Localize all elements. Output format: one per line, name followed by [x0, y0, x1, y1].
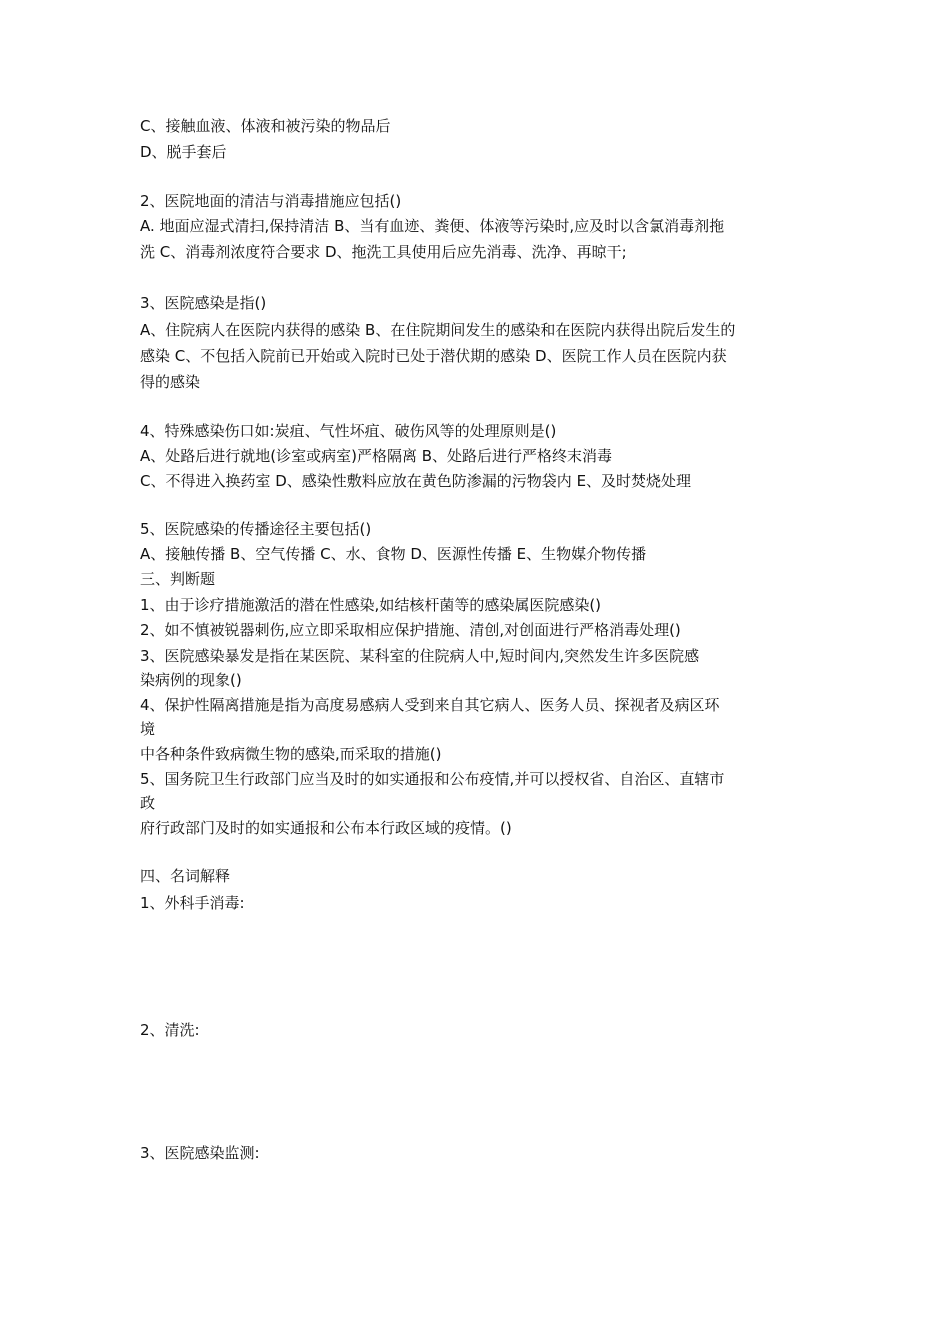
true-false-item-4-line-2: 境 — [140, 720, 156, 738]
question-5-title: 5、医院感染的传播途径主要包括() — [140, 520, 372, 538]
term-3: 3、医院感染监测: — [140, 1144, 260, 1162]
question-4-options-line-1: A、处路后进行就地(诊室或病室)严格隔离 B、处路后进行严格终末消毒 — [140, 447, 613, 465]
question-3-options-line-1: A、住院病人在医院内获得的感染 B、在住院期间发生的感染和在医院内获得出院后发生的 — [140, 321, 736, 339]
term-2: 2、清洗: — [140, 1021, 200, 1039]
true-false-item-3-line-2: 染病例的现象() — [140, 671, 242, 689]
question-2-title: 2、医院地面的清洁与消毒措施应包括() — [140, 192, 402, 210]
true-false-item-3-line-1: 3、医院感染暴发是指在某医院、某科室的住院病人中,短时间内,突然发生许多医院感 — [140, 647, 700, 665]
true-false-item-4-line-1: 4、保护性隔离措施是指为高度易感病人受到来自其它病人、医务人员、探视者及病区环 — [140, 696, 720, 714]
true-false-item-5-line-1: 5、国务院卫生行政部门应当及时的如实通报和公布疫情,并可以授权省、自治区、直辖市 — [140, 770, 725, 788]
section-term-definition-heading: 四、名词解释 — [140, 867, 231, 885]
question-4-options-line-2: C、不得进入换药室 D、感染性敷料应放在黄色防渗漏的污物袋内 E、及时焚烧处理 — [140, 472, 692, 490]
question-4-title: 4、特殊感染伤口如:炭疽、气性坏疽、破伤风等的处理原则是() — [140, 422, 557, 440]
true-false-item-5-line-2: 政 — [140, 794, 156, 812]
option-d: D、脱手套后 — [140, 143, 227, 161]
question-2-options-line-2: 洗 C、消毒剂浓度符合要求 D、拖洗工具使用后应先消毒、洗净、再晾干; — [140, 243, 627, 261]
true-false-item-4-line-3: 中各种条件致病微生物的感染,而采取的措施() — [140, 745, 442, 763]
section-true-false-heading: 三、判断题 — [140, 570, 216, 588]
question-5-options: A、接触传播 B、空气传播 C、水、食物 D、医源性传播 E、生物媒介物传播 — [140, 545, 647, 563]
question-3-options-line-3: 得的感染 — [140, 373, 201, 391]
option-c: C、接触血液、体液和被污染的物品后 — [140, 117, 391, 135]
question-2-options-line-1: A. 地面应湿式清扫,保持清洁 B、当有血迹、粪便、体液等污染时,应及时以含氯消毒剂拖 — [140, 217, 725, 235]
true-false-item-2: 2、如不慎被锐器刺伤,应立即采取相应保护措施、清创,对创面进行严格消毒处理() — [140, 621, 681, 639]
question-3-options-line-2: 感染 C、不包括入院前已开始或入院时已处于潜伏期的感染 D、医院工作人员在医院内获 — [140, 347, 727, 365]
true-false-item-5-line-3: 府行政部门及时的如实通报和公布本行政区域的疫情。() — [140, 819, 512, 837]
question-3-title: 3、医院感染是指() — [140, 294, 267, 312]
true-false-item-1: 1、由于诊疗措施激活的潜在性感染,如结核杆菌等的感染属医院感染() — [140, 596, 602, 614]
term-1: 1、外科手消毒: — [140, 894, 245, 912]
